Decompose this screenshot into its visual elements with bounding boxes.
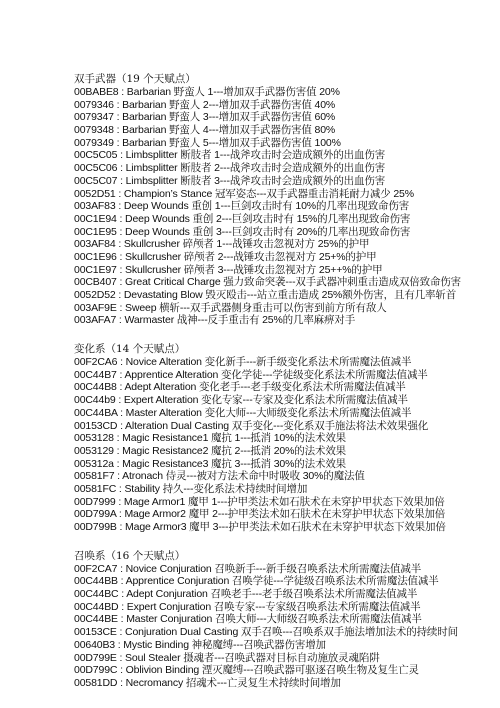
talent-entry: 0079348 : Barbarian 野蛮人 4---增加双手武器伤害值 80% bbox=[74, 124, 336, 137]
talent-entry: 00C1E94 : Deep Wounds 重创 2---巨剑攻击时有 15%的几率出现致命伤害 bbox=[74, 212, 411, 225]
talent-entry: 00581FC : Stability 持久---变化系法术持续时间增加 bbox=[74, 482, 308, 495]
talent-entry: 003AFA7 : Warmaster 战神---反手重击有 25%的几率麻痹对手 bbox=[74, 314, 356, 327]
talent-entry: 00153CD : Alteration Dual Casting 双手变化---变化系双手施法将法术效果强化 bbox=[74, 419, 429, 432]
talent-entry: 00C44BD : Expert Conjuration 召唤专家---专家级召唤系法术所需魔法值减半 bbox=[74, 600, 421, 613]
section-heading: 变化系（14 个天赋点） bbox=[74, 343, 186, 356]
talent-entry: 00F2CA6 : Novice Alteration 变化新手---新手级变化系法术所需魔法值减半 bbox=[74, 356, 412, 369]
talent-entry: 00CB407 : Great Critical Charge 强力致命突袭---双手武器冲刺重击造成双倍致命伤害 bbox=[74, 276, 462, 289]
talent-entry: 003AF9E : Sweep 横斩---双手武器侧身重击可以伤害到前方所有敌人 bbox=[74, 301, 387, 314]
talent-entry: 005312a : Magic Resistance3 魔抗 3---抵消 30%的法术效果 bbox=[74, 457, 347, 470]
talent-entry: 0053129 : Magic Resistance2 魔抗 2---抵消 20%的法术效果 bbox=[74, 444, 347, 457]
talent-entry: 00C44BE : Master Conjuration 召唤大师---大师级召唤系法术所需魔法值减半 bbox=[74, 613, 422, 626]
talent-entry: 003AF83 : Deep Wounds 重创 1---巨剑攻击时有 10%的几率出现致命伤害 bbox=[74, 200, 410, 213]
talent-entry: 00D7999 : Mage Armor1 魔甲 1---护甲类法术如石肤术在未穿护甲状态下效果加倍 bbox=[74, 495, 445, 508]
talent-entry: 003AF84 : Skullcrusher 碎颅者 1---战锤攻击忽视对方 25%的护甲 bbox=[74, 238, 370, 251]
talent-section bbox=[74, 549, 500, 690]
talent-entry: 00C44b9 : Expert Alteration 变化专家---专家及变化系法术所需魔法值减半 bbox=[74, 394, 408, 407]
talent-entry: 00581F7 : Atronach 侍灵---被对方法术命中时吸收 30%的魔法值 bbox=[74, 470, 365, 483]
talent-entry: 0079346 : Barbarian 野蛮人 2---增加双手武器伤害值 40% bbox=[74, 98, 336, 111]
talent-entry: 00D799A : Mage Armor2 魔甲 2---护甲类法术如石肤术在未穿护甲状态下效果加倍 bbox=[74, 508, 446, 521]
section-heading: 双手武器（19 个天赋点） bbox=[74, 73, 196, 85]
talent-entry: 00C44BA : Master Alteration 变化大师---大师级变化系法术所需魔法值减半 bbox=[74, 406, 412, 419]
talent-entry: 00153CE : Conjuration Dual Casting 双手召唤---召唤系双手施法增加法术的持续时间 bbox=[74, 626, 458, 639]
talent-entry: 00D799B : Mage Armor3 魔甲 3---护甲类法术如石肤术在未穿护甲状态下效果加倍 bbox=[74, 521, 446, 533]
talent-entry: 00C5C07 : Limbsplitter 断肢者 3---战斧攻击时会造成额外的出血伤害 bbox=[74, 174, 386, 187]
talent-entry: 00581DD : Necromancy 招魂术---亡灵复生术持续时间增加 bbox=[74, 676, 341, 689]
talent-entry: 00C5C05 : Limbsplitter 断肢者 1---战斧攻击时会造成额外的出血伤害 bbox=[74, 149, 386, 162]
talent-entry: 0079349 : Barbarian 野蛮人 5---增加双手武器伤害值 100% bbox=[74, 136, 341, 149]
talent-entry: 00BABE8 : Barbarian 野蛮人 1---增加双手武器伤害值 20% bbox=[74, 86, 340, 98]
talent-entry: 00D799C : Oblivion Binding 湮灭魔缚---召唤武器可驱逐召唤生物及复生亡灵 bbox=[74, 664, 419, 677]
talent-entry: 00C44BB : Apprentice Conjuration 召唤学徒---学徒级召唤系法术所需魔法值减半 bbox=[74, 575, 439, 588]
section-heading: 召唤系（16 个天赋点） bbox=[74, 549, 186, 562]
talent-entry: 00D799E : Soul Stealer 摄魂者---召唤武器对目标自动施放灵魂陷阱 bbox=[74, 651, 380, 664]
talent-section bbox=[74, 72, 500, 327]
talent-entry: 00C1E97 : Skullcrusher 碎颅者 3---战锤攻击忽视对方 25++%的护甲 bbox=[74, 263, 383, 276]
talent-entry: 00C44B7 : Apprentice Alteration 变化学徒---学徒级变化系法术所需魔法值减半 bbox=[74, 368, 428, 381]
talent-entry: 0079347 : Barbarian 野蛮人 3---增加双手武器伤害值 60% bbox=[74, 111, 336, 124]
talent-entry: 00C1E95 : Deep Wounds 重创 3---巨剑攻击时有 20%的几率出现致命伤害 bbox=[74, 225, 411, 238]
talent-entry: 00F2CA7 : Novice Conjuration 召唤新手---新手级召唤系法术所需魔法值减半 bbox=[74, 562, 422, 575]
talent-entry: 0052D52 : Devastating Blow 毁灭殴击---站立重击造成 25%额外伤害，且有几率斩首 bbox=[74, 289, 457, 301]
talent-entry: 00C44BC : Adept Conjuration 召唤老手---老手级召唤系法术所需魔法值减半 bbox=[74, 588, 418, 601]
talent-entry: 00640B3 : Mystic Binding 神秘魔缚---召唤武器伤害增加 bbox=[74, 638, 326, 651]
talent-entry: 00C5C06 : Limbsplitter 断肢者 2---战斧攻击时会造成额外的出血伤害 bbox=[74, 162, 386, 175]
talent-entry: 00C1E96 : Skullcrusher 碎颅者 2---战锤攻击忽视对方 25+%的护甲 bbox=[74, 250, 377, 263]
talent-entry: 0052D51 : Champion’s Stance 冠军姿态---双手武器重击消耗耐力减少 25% bbox=[74, 187, 414, 200]
talent-entry: 00C44B8 : Adept Alteration 变化老手---老手级变化系法术所需魔法值减半 bbox=[74, 381, 406, 394]
talent-section bbox=[74, 342, 500, 534]
talent-entry: 0053128 : Magic Resistance1 魔抗 1---抵消 10%的法术效果 bbox=[74, 432, 347, 445]
